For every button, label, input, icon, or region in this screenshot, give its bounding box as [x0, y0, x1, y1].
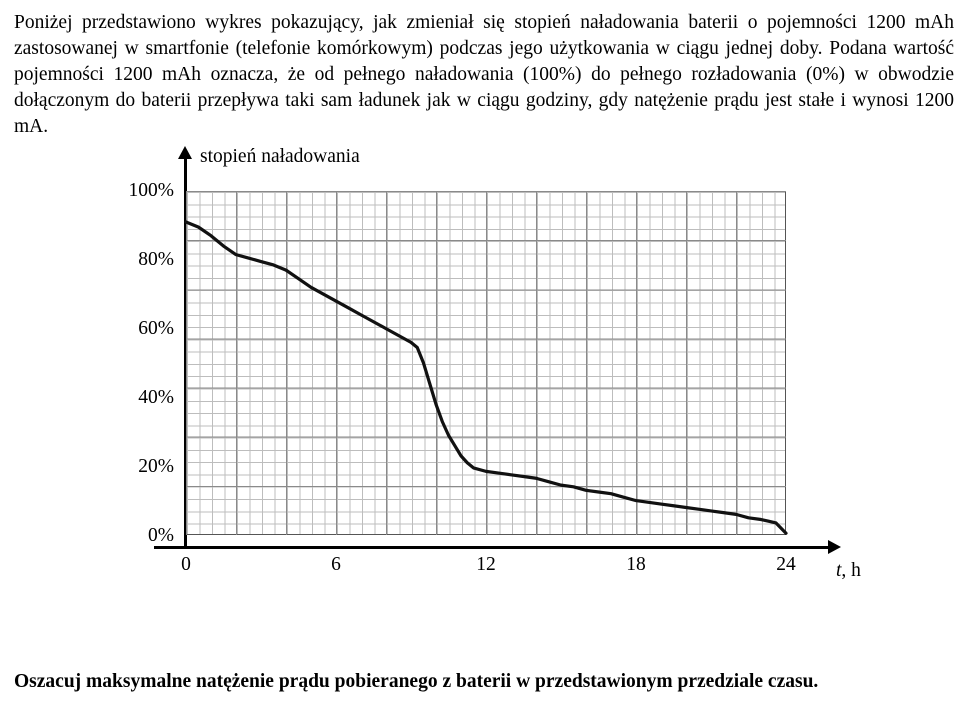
y-tick-labels	[14, 146, 174, 601]
x-axis-title-unit: , h	[841, 560, 861, 581]
x-tick-label-0: 0	[181, 554, 191, 575]
x-tick-label-24: 24	[776, 554, 796, 575]
x-axis-title	[836, 560, 861, 582]
y-tick-label-100: 100%	[128, 180, 174, 201]
x-tick-label-6: 6	[331, 554, 341, 575]
battery-chart-figure	[14, 146, 954, 601]
x-tick-label-12: 12	[476, 554, 496, 575]
x-axis-arrow-icon	[828, 540, 841, 554]
x-axis-line	[154, 546, 831, 549]
y-tick-label-0: 0%	[148, 525, 174, 546]
x-axis-title-variable: t	[836, 560, 842, 581]
y-tick-label-40: 40%	[138, 387, 174, 408]
y-axis-title: stopień naładowania	[200, 146, 360, 167]
y-tick-label-20: 20%	[138, 456, 174, 477]
task-question: Oszacuj maksymalne natężenie prądu pobieranego z baterii w przedstawionym przedziale czasu.	[14, 670, 819, 692]
battery-level-curve	[186, 191, 786, 535]
x-tick-label-18: 18	[626, 554, 646, 575]
y-tick-label-80: 80%	[138, 249, 174, 270]
intro-paragraph: Poniżej przedstawiono wykres pokazujący, jak zmieniał się stopień naładowania baterii o pojemności 1200 mAh zastosowanej w smartfonie (telefonie komórkowym) podczas jego użytkowania w ciągu jednej doby. Podana wartość pojemności 1200 mAh oznacza, że od pełnego naładowania (100%) do pełnego rozładowania (0%) w obwodzie dołączonym do baterii przepływa taki sam ładunek jak w ciągu godziny, gdy natężenie prądu jest stałe i wynosi 1200 mA.	[14, 12, 954, 137]
y-tick-label-60: 60%	[138, 318, 174, 339]
